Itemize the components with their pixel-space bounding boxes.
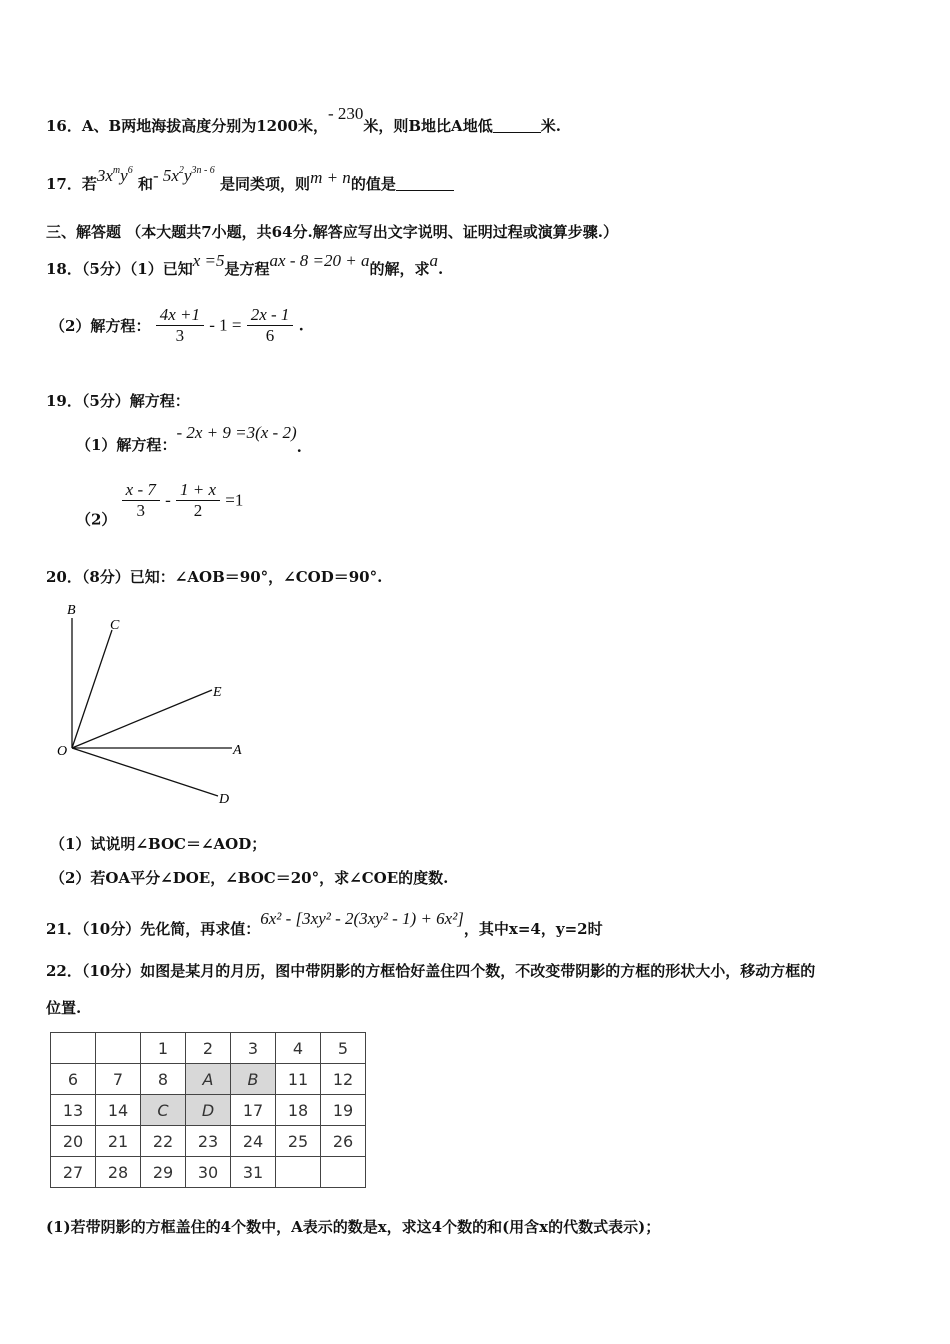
ray-od: [72, 748, 218, 796]
q19-fraction-1: $\frac{x - 7}{3}$: [122, 480, 160, 521]
calendar-cell: 12: [321, 1064, 366, 1095]
calendar-cell: [51, 1033, 96, 1064]
calendar-cell: C: [141, 1095, 186, 1126]
angle-diagram: [50, 598, 260, 813]
calendar-row: [51, 1033, 366, 1064]
calendar-cell: 25: [276, 1126, 321, 1157]
question-21: 21．（10分）先化简，再求值：6x² - [3xy² - 2(3xy² - 1) + 6x²]，其中x=4，y=2时: [46, 909, 603, 938]
ray-oc: [72, 630, 112, 748]
question-22-line1: 22．（10分）如图是某月的月历，图中带阴影的方框恰好盖住四个数，不改变带阴影的方框的形状大小，移动方框的: [46, 962, 816, 980]
q17-and: 和: [137, 175, 153, 193]
label-c: C: [110, 618, 120, 633]
question-20-part2: （2）若OA平分∠DOE，∠BOC＝20°，求∠COE的度数.: [50, 869, 449, 887]
label-b: B: [67, 603, 76, 618]
label-e: E: [213, 685, 222, 700]
calendar-cell: 23: [186, 1126, 231, 1157]
calendar-row: [51, 1095, 366, 1126]
q19-fraction-2: $\frac{1 + x}{2}$: [176, 480, 220, 521]
calendar-cell: 26: [321, 1126, 366, 1157]
q16-answer-blank[interactable]: [493, 118, 541, 133]
calendar-cell: 2: [186, 1033, 231, 1064]
calendar-cell: A: [186, 1064, 231, 1095]
calendar-cell: 27: [51, 1157, 96, 1188]
question-16: [46, 104, 561, 136]
question-17: [46, 165, 454, 194]
q17-term2: - $5x^2y^{3n - 6}$: [152, 165, 215, 185]
q21-expression: 6x² - [3xy² - 2(3xy² - 1) + 6x²]: [260, 909, 464, 928]
calendar-cell: 24: [231, 1126, 276, 1157]
calendar-cell: [96, 1033, 141, 1064]
calendar-cell: 1: [141, 1033, 186, 1064]
q17-prefix: 17．若: [46, 175, 97, 193]
question-20-title: 20．（8分）已知：∠AOB＝90°，∠COD＝90°.: [46, 568, 383, 586]
calendar-row: [51, 1157, 366, 1188]
question-19-part1: （1）解方程：- 2x + 9 =3(x - 2).: [76, 423, 302, 456]
q18-condition: x =5: [192, 251, 225, 270]
q17-mn: m + n: [310, 168, 351, 187]
question-19-title: 19．（5分）解方程：: [46, 392, 190, 410]
calendar-cell: 31: [231, 1157, 276, 1188]
calendar-cell: 18: [276, 1095, 321, 1126]
q18-variable: a: [429, 251, 438, 270]
q19-equation-1: - 2x + 9 =3(x - 2): [176, 423, 297, 442]
q17-term1: $3x^my^6$: [96, 165, 133, 185]
calendar-cell: 13: [51, 1095, 96, 1126]
question-22-part1: (1)若带阴影的方框盖住的4个数中，A表示的数是x，求这4个数的和(用含x的代数式表示)；: [46, 1218, 661, 1236]
calendar-table: [50, 1032, 366, 1188]
q17-answer-blank[interactable]: [396, 176, 454, 191]
question-22-line2: 位置.: [46, 999, 82, 1017]
calendar-cell: 6: [51, 1064, 96, 1095]
calendar-cell: 22: [141, 1126, 186, 1157]
section-3-title: 三、解答题 （本大题共7小题，共64分.解答应写出文字说明、证明过程或演算步骤.）: [46, 223, 618, 241]
q16-text: 16．A、B两地海拔高度分别为1200米，: [46, 117, 328, 135]
calendar-cell: 21: [96, 1126, 141, 1157]
q16-text-2: 米，则B地比A地低: [363, 117, 493, 135]
calendar-cell: 11: [276, 1064, 321, 1095]
calendar-cell: 30: [186, 1157, 231, 1188]
q16-end: 米.: [540, 117, 561, 135]
question-19-part2: （2） $\frac{x - 7}{3}$ - $\frac{1 + x}{2}$ =1: [76, 480, 244, 529]
q18-fraction-2: $\frac{2x - 1}{6}$: [247, 305, 294, 346]
ray-oe: [72, 690, 212, 748]
label-o: O: [57, 744, 68, 759]
calendar-cell: 4: [276, 1033, 321, 1064]
calendar-cell: 7: [96, 1064, 141, 1095]
label-a: A: [233, 743, 242, 758]
calendar-cell: 3: [231, 1033, 276, 1064]
label-d: D: [219, 792, 230, 807]
calendar-cell: 20: [51, 1126, 96, 1157]
calendar-cell: 5: [321, 1033, 366, 1064]
calendar-cell: 17: [231, 1095, 276, 1126]
q18-fraction-1: $\frac{4x +1}{3}$: [156, 305, 204, 346]
q18-minus-one: - 1 =: [209, 315, 242, 335]
calendar-cell: 19: [321, 1095, 366, 1126]
question-18-part2: （2）解方程： $\frac{4x +1}{3}$ - 1 = $\frac{2x - 1}{6}$ .: [50, 305, 304, 345]
calendar-cell: B: [231, 1064, 276, 1095]
q17-suffix: 的值是: [350, 175, 396, 193]
calendar-row: [51, 1064, 366, 1095]
calendar-cell: 8: [141, 1064, 186, 1095]
calendar-cell: [321, 1157, 366, 1188]
q18-equation: ax - 8 =20 + a: [269, 251, 370, 270]
question-20-part1: （1）试说明∠BOC＝∠AOD；: [50, 835, 267, 853]
q16-value: - 230: [327, 104, 364, 123]
calendar-cell: 14: [96, 1095, 141, 1126]
q17-mid: 是同类项，则: [220, 175, 311, 193]
calendar-cell: 29: [141, 1157, 186, 1188]
calendar-row: [51, 1126, 366, 1157]
question-18-part1: 18．（5分）（1）已知x =5是方程ax - 8 =20 + a的解，求a.: [46, 251, 444, 278]
calendar-cell: D: [186, 1095, 231, 1126]
calendar-cell: [276, 1157, 321, 1188]
calendar-cell: 28: [96, 1157, 141, 1188]
